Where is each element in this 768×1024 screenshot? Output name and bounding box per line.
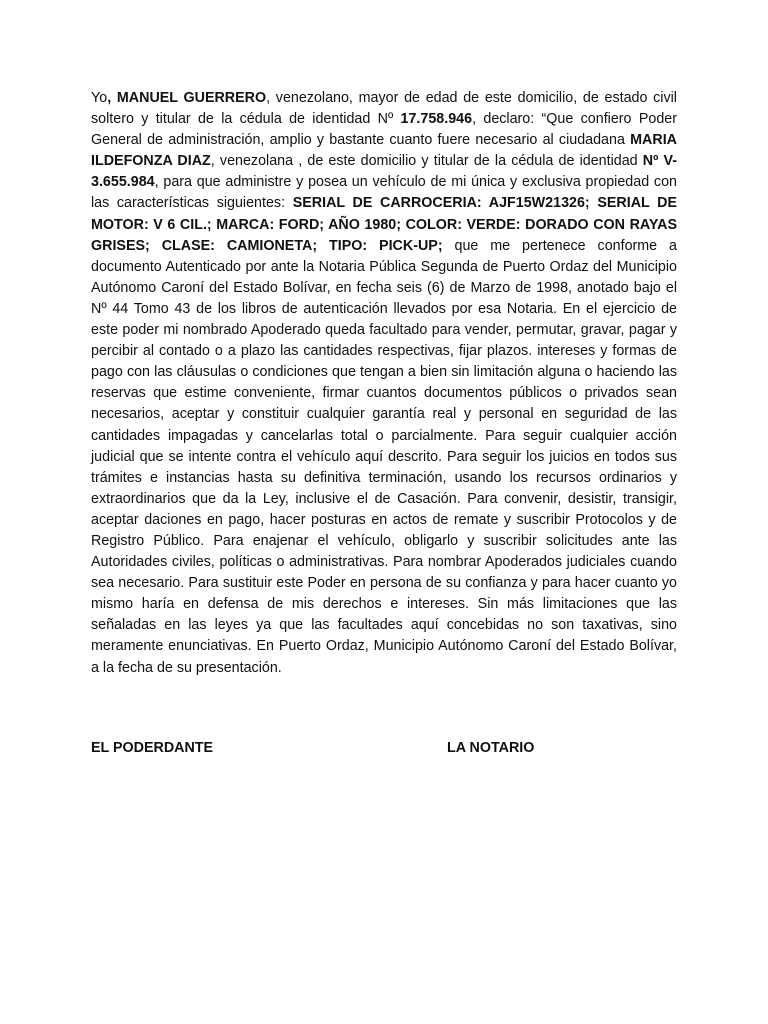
signature-label-notario: LA NOTARIO bbox=[447, 740, 535, 756]
text-segment: , venezolana , de este domicilio y titular de la cédula de identidad bbox=[210, 153, 643, 170]
text-segment: , para que administre y posea un vehículo de mi única y exclusiva propiedad con las características siguientes: bbox=[91, 174, 677, 212]
bold-text-segment: , MANUEL GUERRERO bbox=[107, 90, 267, 106]
bold-text-segment: MARIA ILDEFONZA DIAZ bbox=[91, 132, 677, 170]
bold-text-segment: SERIAL DE CARROCERIA: AJF15W21326; SERIAL DE MOTOR: V 6 CIL.; MARCA: FORD; AÑO 1980; COLOR: VERDE: DORADO CON RAYAS GRISES; CLASE: CAMIONETA; TIPO: PICK-UP; bbox=[91, 195, 677, 254]
text-segment: Yo bbox=[91, 90, 108, 106]
body-paragraph bbox=[91, 88, 677, 679]
text-segment: , declaro: “Que confiero Poder General de administración, amplio y bastante cuanto fuere necesario al ciudadana bbox=[91, 111, 677, 149]
bold-text-segment: Nº V- 3.655.984 bbox=[91, 153, 677, 191]
bold-text-segment: 17.758.946 bbox=[400, 111, 473, 128]
text-segment: , venezolano, mayor de edad de este domicilio, de estado civil soltero y titular de la cédula de identidad Nº bbox=[91, 90, 677, 128]
text-segment: que me pertenece conforme a documento Autenticado por ante la Notaria Pública Segunda de Puerto Ordaz del Municipio Autónomo Caroní del Estado Bolívar, en fecha seis (6) de Marzo de 1998, anotado bajo el Nº 44 Tomo 43 de los libros de autenticación llevados por esa Notaria. En el ejercicio de este poder mi nombrado Apoderado queda facultado para vender, permutar, gravar, pagar y percibir al contado o a plazo las cantidades respectivas, fijar plazos. intereses y formas de pago con las cláusulas o condiciones que tengan a bien sin limitación alguna o haciendo las reservas que estime conveniente, firmar cuantos documentos públicos o privados sean necesarios, aceptar y constituir cualquier garantía real y personal en seguridad de las cantidades impagadas y cancelarlas total o parcialmente. Para seguir cualquier acción judicial que se intente contra el vehículo aquí descrito. Para seguir los juicios en todos sus trámites e instancias hasta su definitiva terminación, usando los recursos ordinarios y extraordinarios que da la Ley, inclusive el de Casación. Para convenir, desistir, transigir, aceptar daciones en pago, hacer posturas en actos de remate y suscribir Protocolos y de Registro Público. Para enajenar el vehículo, obligarlo y suscribir solicitudes ante las Autoridades civiles, políticas o administrativas. Para nombrar Apoderados judiciales cuando sea necesario. Para sustituir este Poder en persona de su confianza y para hacer cuanto yo mismo haría en defensa de mis derechos e intereses. Sin más limitaciones que las señaladas en las leyes ya que las facultades aquí concebidas no son taxativas, sino meramente enunciativas. En Puerto Ordaz, Municipio Autónomo Caroní del Estado Bolívar, a la fecha de su presentación. bbox=[91, 237, 678, 676]
signature-label-poderdante: EL PODERDANTE bbox=[91, 740, 214, 756]
